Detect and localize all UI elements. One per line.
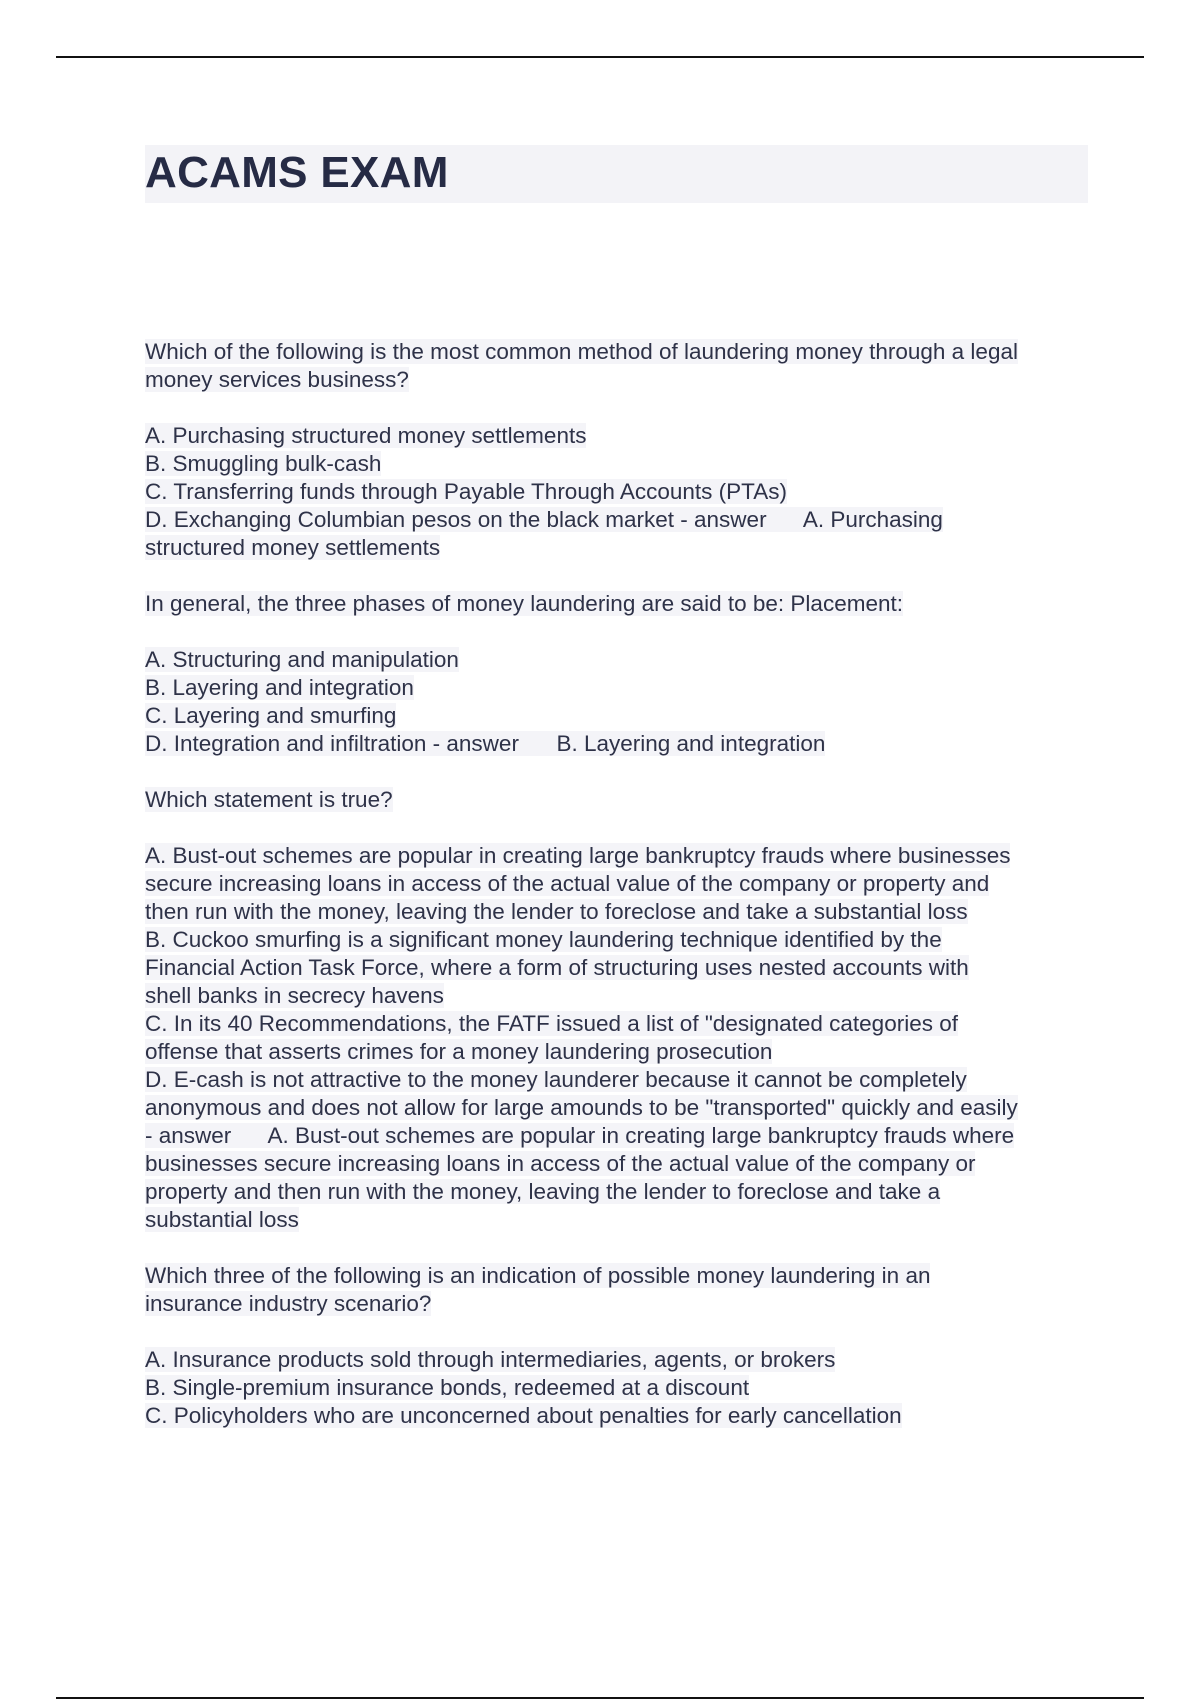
text-line: D. E-cash is not attractive to the money launderer because it cannot be completely	[145, 1067, 967, 1092]
text-line: money services business?	[145, 367, 409, 392]
text-line: D. Integration and infiltration - answer B. Layering and integration	[145, 731, 826, 756]
text-line: C. Policyholders who are unconcerned about penalties for early cancellation	[145, 1403, 902, 1428]
text-line: C. Layering and smurfing	[145, 703, 397, 728]
bottom-rule	[56, 1697, 1144, 1699]
text-line: A. Insurance products sold through intermediaries, agents, or brokers	[145, 1347, 836, 1372]
text-line: Which three of the following is an indication of possible money laundering in an	[145, 1263, 931, 1288]
text-line: B. Cuckoo smurfing is a significant money laundering technique identified by the	[145, 927, 942, 952]
text-line: Which of the following is the most common method of laundering money through a legal	[145, 339, 1018, 364]
text-line: B. Single-premium insurance bonds, redeemed at a discount	[145, 1375, 750, 1400]
text-line: B. Smuggling bulk-cash	[145, 451, 382, 476]
document-body	[145, 338, 1095, 1430]
text-line: A. Purchasing structured money settlements	[145, 423, 587, 448]
text-line: D. Exchanging Columbian pesos on the black market - answer A. Purchasing	[145, 507, 943, 532]
text-line: insurance industry scenario?	[145, 1291, 432, 1316]
text-line: - answer A. Bust-out schemes are popular in creating large bankruptcy frauds where	[145, 1123, 1015, 1148]
text-line: C. In its 40 Recommendations, the FATF issued a list of "designated categories of	[145, 1011, 958, 1036]
text-line: substantial loss	[145, 1207, 299, 1232]
text-line: secure increasing loans in access of the actual value of the company or property and	[145, 871, 990, 896]
text-line: A. Bust-out schemes are popular in creating large bankruptcy frauds where businesses	[145, 843, 1011, 868]
text-line: anonymous and does not allow for large amounds to be "transported" quickly and easily	[145, 1095, 1018, 1120]
text-line: In general, the three phases of money laundering are said to be: Placement:	[145, 591, 903, 616]
top-rule	[56, 56, 1144, 58]
document-title: ACAMS EXAM	[145, 148, 449, 197]
text-line: C. Transferring funds through Payable Through Accounts (PTAs)	[145, 479, 787, 504]
text-line: businesses secure increasing loans in access of the actual value of the company or	[145, 1151, 976, 1176]
text-line: property and then run with the money, leaving the lender to foreclose and take a	[145, 1179, 941, 1204]
text-line: Financial Action Task Force, where a form of structuring uses nested accounts with	[145, 955, 969, 980]
text-line: B. Layering and integration	[145, 675, 414, 700]
text-line: shell banks in secrecy havens	[145, 983, 444, 1008]
text-line: structured money settlements	[145, 535, 441, 560]
text-line: A. Structuring and manipulation	[145, 647, 459, 672]
text-line: offense that asserts crimes for a money laundering prosecution	[145, 1039, 773, 1064]
text-line: then run with the money, leaving the lender to foreclose and take a substantial loss	[145, 899, 968, 924]
text-line: Which statement is true?	[145, 787, 393, 812]
